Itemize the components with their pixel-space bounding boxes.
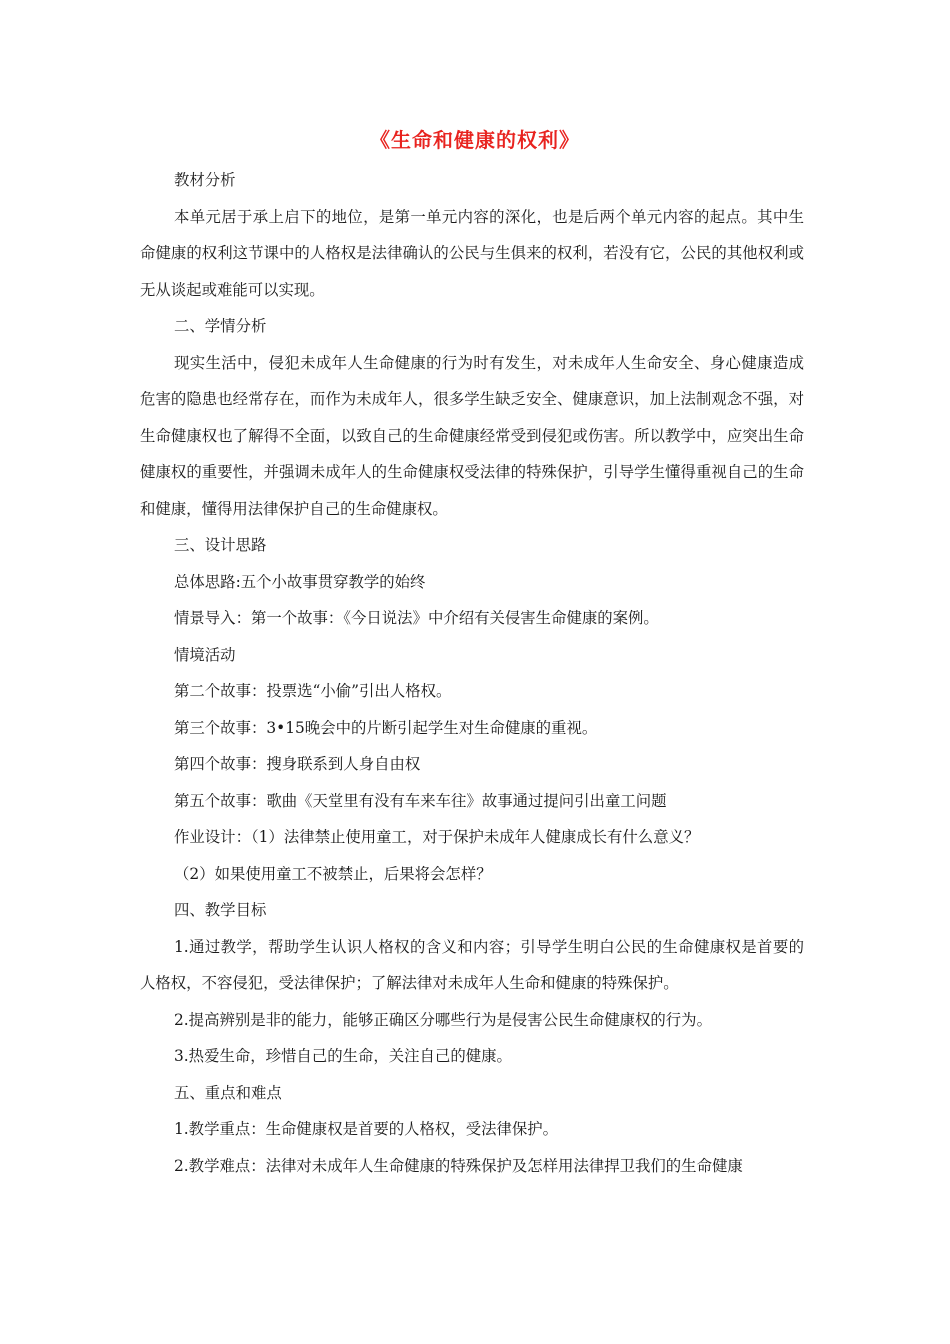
heading-teaching-goals: 四、教学目标 [174,901,267,919]
list-item: 2.提高辨别是非的能力，能够正确区分哪些行为是侵害公民生命健康权的行为。 [174,1010,712,1029]
list-item: 2.教学难点：法律对未成年人生命健康的特殊保护及怎样用法律捍卫我们的生命健康 [174,1156,743,1175]
list-item: 第二个故事：投票选“小偷”引出人格权。 [174,682,452,700]
list-item: 总体思路:五个小故事贯穿教学的始终 [174,572,426,591]
list-item: 3.热爱生命，珍惜自己的生命，关注自己的健康。 [174,1047,512,1065]
list-item: 第五个故事：歌曲《天堂里有没有车来车往》故事通过提问引出童工问题 [174,791,667,810]
heading-design-ideas: 三、设计思路 [174,536,267,554]
list-item: 1.教学重点：生命健康权是首要的人格权，受法律保护。 [174,1120,559,1138]
list-item: 情景导入：第一个故事：《今日说法》中介绍有关侵害生命健康的案例。 [174,609,659,627]
list-item: 1.通过教学，帮助学生认识人格权的含义和内容；引导学生明白公民的生命健康权是首要的人格权，不容侵犯，受法律保护；了解法律对未成年人生命和健康的特殊保护。 [140,937,804,992]
heading-student-analysis: 二、学情分析 [174,317,267,335]
heading-textbook-analysis: 教材分析 [174,171,236,189]
list-item: 第三个故事：3•15晚会中的片断引起学生对生命健康的重视。 [174,718,598,737]
document-title: 《生命和健康的权利》 [370,128,580,152]
list-item: 第四个故事：搜身联系到人身自由权 [174,755,421,773]
list-item: （2）如果使用童工不被禁止，后果将会怎样？ [174,864,492,883]
paragraph-student-analysis: 现实生活中，侵犯未成年人生命健康的行为时有发生，对未成年人生命安全、身心健康造成危害的隐患也经常存在，而作为未成年人，很多学生缺乏安全、健康意识，加上法制观念不强，对生命健康权也了解得不全面，以致自己的生命健康经常受到侵犯或伤害。所以教学中，应突出生命健康权的重要性，并强调未成年人的生命健康权受法律的特殊保护，引导学生懂得重视自己的生命和健康，懂得用法律保护自己的生命健康权。 [140,353,804,518]
document-body [140,162,804,1184]
list-item: 作业设计：（1）法律禁止使用童工，对于保护未成年人健康成长有什么意义？ [174,828,700,846]
heading-key-points: 五、重点和难点 [174,1083,282,1102]
paragraph-textbook-analysis: 本单元居于承上启下的地位，是第一单元内容的深化，也是后两个单元内容的起点。其中生命健康的权利这节课中的人格权是法律确认的公民与生俱来的权利，若没有它，公民的其他权利或无从谈起或难能可以实现。 [140,207,804,299]
list-item: 情境活动 [174,645,236,664]
